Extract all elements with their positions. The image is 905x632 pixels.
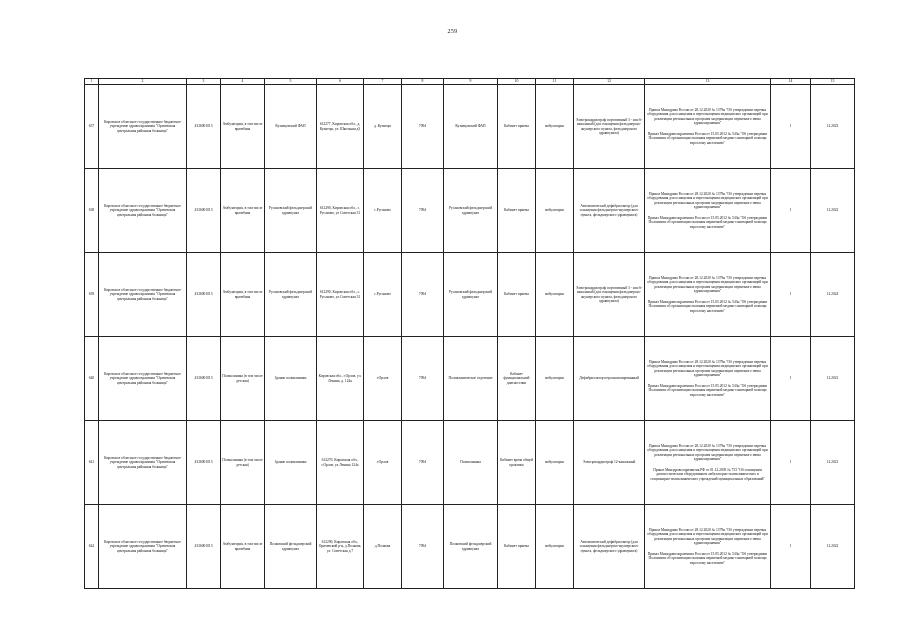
- cell-locality: г.Орлов: [364, 337, 402, 421]
- cell-num: 642: [85, 505, 99, 589]
- order-spacer: [646, 546, 769, 551]
- cell-num: 637: [85, 85, 99, 169]
- cell-care: амбулаторно: [536, 505, 574, 589]
- cell-orders: [645, 505, 771, 589]
- cell-date: 12.2022: [811, 505, 855, 589]
- cell-orders: [645, 169, 771, 253]
- table-body: [85, 79, 855, 589]
- order-primary: Приказ Минздрава России от 28.12.2020 № 1379н "Об утверждении перечня оборудования для оснащения и переоснащения медицинских организаций при реализации региональных программ модернизации первичного звена здравоохранения": [647, 359, 768, 377]
- header-cell: 10: [498, 79, 536, 85]
- cell-orders: [645, 337, 771, 421]
- cell-code: 7094: [402, 253, 444, 337]
- header-cell: 11: [536, 79, 574, 85]
- cell-equipment: Электрокардиограф 12-канальный: [574, 421, 645, 505]
- order-spacer: [646, 294, 769, 299]
- cell-locality: г.Орлов: [364, 421, 402, 505]
- table-row: [85, 85, 855, 169]
- table-row: [85, 421, 855, 505]
- cell-care: амбулаторно: [536, 337, 574, 421]
- equipment-table: [84, 78, 855, 589]
- cell-kind: Поликлиника (в том числе детская): [221, 421, 265, 505]
- cell-care: амбулаторно: [536, 85, 574, 169]
- cell-care: амбулаторно: [536, 169, 574, 253]
- cell-subunit: Поликлиническое отделение: [444, 337, 498, 421]
- header-cell: 8: [402, 79, 444, 85]
- cell-locality: с.Русаново: [364, 253, 402, 337]
- cell-locality: д. Кузнецы: [364, 85, 402, 169]
- cell-inn: 4336001013: [187, 505, 221, 589]
- order-secondary: Приказ Минздравсоцразвития России от 15.05.2012 № 543н "Об утверждении Положения об организации оказания первичной медико-санитарной помощи взрослому населению": [647, 384, 768, 397]
- cell-num: 641: [85, 421, 99, 505]
- cell-code: 7094: [402, 337, 444, 421]
- cell-address: 612290, Кировская обл., с. Русаново, ул.Советская 31: [317, 253, 364, 337]
- cell-orders: [645, 85, 771, 169]
- order-secondary: Приказ Минздравсоцразвития России от 15.05.2012 № 543н "Об утверждении Положения об организации оказания первичной медико-санитарной помощи взрослому населению": [647, 216, 768, 229]
- cell-unit: Кузнецовский ФАП: [265, 85, 317, 169]
- cell-subunit: Русановский фельдшерский здравпункт: [444, 253, 498, 337]
- cell-equipment: Автоматический дефибриллятор (для оснащения фельдшерско-акушерского пункта, фельдшерского здравпункта): [574, 505, 645, 589]
- cell-room: Кабинет приема: [498, 505, 536, 589]
- cell-unit: Здание поликлиники: [265, 421, 317, 505]
- order-secondary: Приказ Минздравсоцразвития России от 15.05.2012 № 543н "Об утверждении Положения об организации оказания первичной медико-санитарной помощи взрослому населению": [647, 552, 768, 565]
- cell-address: 612290, Кировская обл., Оричевский р-н, д.Полкова, ул. Советская д.7: [317, 505, 364, 589]
- cell-locality: д.Полкова: [364, 505, 402, 589]
- cell-org: Кировское областное государственное бюджетное учреждение здравоохранения "Оричевская центральная районная больница": [99, 337, 187, 421]
- table-row: [85, 337, 855, 421]
- cell-unit: Здание поликлиники: [265, 337, 317, 421]
- cell-qty: 1: [771, 505, 811, 589]
- cell-room: Кабинет приема: [498, 85, 536, 169]
- cell-qty: 1: [771, 337, 811, 421]
- cell-equipment: Дефибриллятор персонализированный: [574, 337, 645, 421]
- order-primary: Приказ Минздрава России от 28.12.2020 № 1379н "Об утверждении перечня оборудования для оснащения и переоснащения медицинских организаций при реализации региональных программ модернизации первичного звена здравоохранения": [647, 443, 768, 461]
- order-spacer: [646, 210, 769, 215]
- cell-org: Кировское областное государственное бюджетное учреждение здравоохранения "Оричевская центральная районная больница": [99, 505, 187, 589]
- cell-num: 639: [85, 253, 99, 337]
- header-cell: 7: [364, 79, 402, 85]
- cell-address: Кировская обл., г.Орлов, ул. Ленина, д. 124а: [317, 337, 364, 421]
- cell-room: Кабинет функциональной диагностики: [498, 337, 536, 421]
- cell-inn: 4336001013: [187, 421, 221, 505]
- header-cell: 14: [771, 79, 811, 85]
- cell-subunit: Поликлиника: [444, 421, 498, 505]
- header-cell: 4: [221, 79, 265, 85]
- cell-subunit: Кузнецовский ФАП: [444, 85, 498, 169]
- order-spacer: [646, 462, 769, 467]
- cell-orders: [645, 253, 771, 337]
- cell-org: Кировское областное государственное бюджетное учреждение здравоохранения "Оричевская центральная районная больница": [99, 169, 187, 253]
- cell-unit: Русановский фельдшерский здравпункт: [265, 169, 317, 253]
- cell-equipment: Автоматический дефибриллятор (для оснащения фельдшерско-акушерского пункта, фельдшерского здравпункта): [574, 169, 645, 253]
- cell-unit: Русановский фельдшерский здравпункт: [265, 253, 317, 337]
- order-secondary: Приказ Минздравсоцразвития РФ от 01.12.2005 № 753 "Об оснащении диагностическим оборудованием амбулаторно-поликлинических и стационарно-поликлинических учреждений муниципальных образований": [650, 468, 765, 481]
- cell-room: Кабинет приема: [498, 253, 536, 337]
- header-cell: 2: [99, 79, 187, 85]
- header-cell: 12: [574, 79, 645, 85]
- header-cell: 5: [265, 79, 317, 85]
- cell-qty: 1: [771, 169, 811, 253]
- cell-care: амбулаторно: [536, 421, 574, 505]
- cell-orders: [645, 421, 771, 505]
- order-primary: Приказ Минздрава России от 28.12.2020 № 1379н "Об утверждении перечня оборудования для оснащения и переоснащения медицинских организаций при реализации региональных программ модернизации первичного звена здравоохранения": [647, 275, 768, 293]
- cell-date: 12.2021: [811, 421, 855, 505]
- cell-kind: Поликлиника (в том числе детская): [221, 337, 265, 421]
- cell-date: 12.2024: [811, 253, 855, 337]
- table-row: [85, 253, 855, 337]
- cell-code: 7094: [402, 505, 444, 589]
- cell-address: 612277, Кировская обл., д. Кузнецы, ул. Школьная д3: [317, 85, 364, 169]
- cell-room: Кабинет врача общей практики: [498, 421, 536, 505]
- cell-inn: 4336001013: [187, 169, 221, 253]
- cell-code: 7094: [402, 169, 444, 253]
- cell-kind: Амбулатория, в том числе врачебная: [221, 85, 265, 169]
- order-primary: Приказ Минздрава России от 28.12.2020 № 1379н "Об утверждении перечня оборудования для оснащения и переоснащения медицинских организаций при реализации региональных программ модернизации первичного звена здравоохранения": [647, 527, 768, 545]
- page-number: 259: [447, 29, 458, 35]
- cell-num: 640: [85, 337, 99, 421]
- cell-address: 612270, Кировская обл., г.Орлов, ул.Ленина 124а: [317, 421, 364, 505]
- header-cell: 1: [85, 79, 99, 85]
- order-spacer: [646, 126, 769, 131]
- cell-qty: 1: [771, 421, 811, 505]
- cell-code: 7094: [402, 421, 444, 505]
- cell-subunit: Русановский фельдшерский здравпункт: [444, 169, 498, 253]
- order-primary: Приказ Минздрава России от 28.12.2020 № 1379н "Об утверждении перечня оборудования для оснащения и переоснащения медицинских организаций при реализации региональных программ модернизации первичного звена здравоохранения": [647, 191, 768, 209]
- cell-unit: Полковский фельдшерский здравпункт: [265, 505, 317, 589]
- cell-kind: Амбулатория, в том числе врачебная: [221, 253, 265, 337]
- cell-qty: 1: [771, 85, 811, 169]
- cell-kind: Амбулатория, в том числе врачебная: [221, 169, 265, 253]
- cell-code: 7094: [402, 85, 444, 169]
- order-spacer: [646, 378, 769, 383]
- cell-care: амбулаторно: [536, 253, 574, 337]
- order-secondary: Приказ Минздравсоцразвития России от 15.05.2012 № 543н "Об утверждении Положения об организации оказания первичной медико-санитарной помощи взрослому населению": [647, 300, 768, 313]
- cell-address: 612290, Кировская обл., с. Русаново, ул Советская 31: [317, 169, 364, 253]
- cell-org: Кировское областное государственное бюджетное учреждение здравоохранения "Оричевская центральная районная больница": [99, 421, 187, 505]
- table-row: [85, 505, 855, 589]
- cell-kind: Амбулатория, в том числе врачебная: [221, 505, 265, 589]
- cell-inn: 4336001013: [187, 85, 221, 169]
- cell-org: Кировское областное государственное бюджетное учреждение здравоохранения "Оричевская центральная районная больница": [99, 85, 187, 169]
- header-cell: 13: [645, 79, 771, 85]
- cell-equipment: Электрокардиограф портативный 3 - или 6-канальный (для оснащения фельдшерско-акушерского пункта, фельдшерского здравпункта): [574, 253, 645, 337]
- cell-date: 12.2022: [811, 169, 855, 253]
- header-cell: 9: [444, 79, 498, 85]
- cell-org: Кировское областное государственное бюджетное учреждение здравоохранения "Оричевская центральная районная больница": [99, 253, 187, 337]
- header-cell: 6: [317, 79, 364, 85]
- cell-date: 12.2021: [811, 337, 855, 421]
- cell-num: 638: [85, 169, 99, 253]
- order-secondary: Приказ Минздравсоцразвития России от 15.05.2012 № 543н "Об утверждении Положения об организации оказания первичной медико-санитарной помощи взрослому населению": [647, 132, 768, 145]
- table-row: [85, 169, 855, 253]
- cell-locality: с.Русаново: [364, 169, 402, 253]
- cell-qty: 1: [771, 253, 811, 337]
- cell-date: 12.2023: [811, 85, 855, 169]
- header-cell: 3: [187, 79, 221, 85]
- cell-inn: 4336001013: [187, 253, 221, 337]
- header-cell: 15: [811, 79, 855, 85]
- cell-inn: 4336001013: [187, 337, 221, 421]
- cell-equipment: Электрокардиограф портативный 3 - или 6-канальный (для оснащения фельдшерско-акушерского пункта, фельдшерского здравпункта): [574, 85, 645, 169]
- cell-room: Кабинет приема: [498, 169, 536, 253]
- cell-subunit: Полковский фельдшерский здравпункт: [444, 505, 498, 589]
- order-primary: Приказ Минздрава России от 28.12.2020 № 1379н "Об утверждении перечня оборудования для оснащения и переоснащения медицинских организаций при реализации региональных программ модернизации первичного звена здравоохранения": [647, 107, 768, 125]
